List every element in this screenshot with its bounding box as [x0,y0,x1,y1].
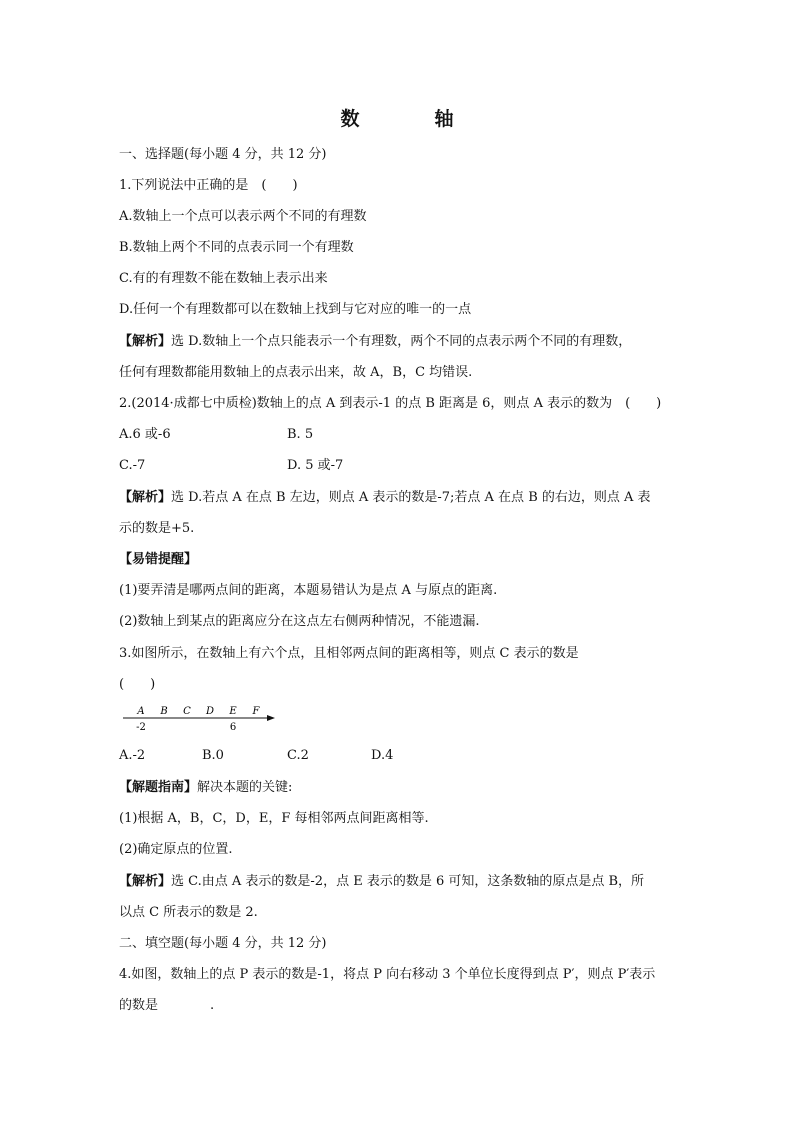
number-line-tick-label-right: 6 [229,722,237,733]
number-line-point-c: C [183,706,191,717]
q3-analysis-line2: 以点 C 所表示的数是 2. [119,905,258,920]
q1-analysis-line1 [119,332,631,352]
number-line-point-d: D [205,706,215,717]
q1-analysis-line2: 任何有理数都能用数轴上的点表示出来，故 A，B，C 均错误. [119,365,473,380]
q2-analysis-line2: 示的数是+5. [119,521,195,536]
q1-option-c: C.有的有理数不能在数轴上表示出来 [119,271,328,286]
analysis-text: 选 D.数轴上一个点只能表示一个有理数，两个不同的点表示两个不同的有理数， [171,334,632,349]
section-heading-choice: 一、选择题(每小题 4 分，共 12 分) [119,147,327,162]
q1-option-d: D.任何一个有理数都可以在数轴上找到与它对应的唯一的一点 [119,302,472,317]
arrow-right-icon [267,715,275,721]
q1-stem: 1.下列说法中正确的是 ( ) [119,178,298,193]
q3-stem-line2: ( ) [119,677,156,692]
guide-text: 解决本题的关键: [197,780,293,795]
q4-stem-line2: 的数是 . [119,998,215,1013]
analysis-tag: 【解析】 [119,490,172,505]
number-line-tick-label-left: -2 [136,722,146,733]
page-title: 数 轴 [340,108,482,130]
analysis-text: 选 D.若点 A 在点 B 左边，则点 A 表示的数是-7;若点 A 在点 B 的右边，则点 A 表 [171,490,651,505]
q3-analysis-line1 [119,872,644,892]
number-line-point-e: E [229,706,237,717]
q2-option-b: B. 5 [287,427,314,442]
q2-options-row1 [119,425,171,445]
q2-stem: 2.(2014·成都七中质检)数轴上的点 A 到表示-1 的点 B 距离是 6，则点 A 表示的数为 ( ) [119,396,662,411]
q2-option-d: D. 5 或-7 [287,458,344,473]
q3-option-d: D.4 [371,748,394,763]
analysis-tag: 【解析】 [119,874,172,889]
q4-stem-line1: 4.如图，数轴上的点 P 表示的数是-1，将点 P 向右移动 3 个单位长度得到点 P′，则点 P′表示 [119,967,656,982]
q3-guide-1: (1)根据 A，B，C，D，E，F 每相邻两点间距离相等. [119,811,429,826]
analysis-tag: 【解析】 [119,334,172,349]
q2-option-a: A.6 或-6 [119,427,171,442]
section-heading-fill: 二、填空题(每小题 4 分，共 12 分) [119,936,327,951]
number-line-figure [119,702,279,736]
q3-guide-2: (2)确定原点的位置. [119,842,233,857]
number-line-point-b: B [160,706,168,717]
analysis-text: 选 C.由点 A 表示的数是-2，点 E 表示的数是 6 可知，这条数轴的原点是点 B，所 [171,874,645,889]
number-line-point-a: A [137,706,145,717]
q1-option-b: B.数轴上两个不同的点表示同一个有理数 [119,240,354,255]
q2-tip-heading: 【易错提醒】 [119,552,198,567]
q3-guide [119,778,292,798]
q2-tip-1: (1)要弄清是哪两点间的距离，本题易错认为是点 A 与原点的距离. [119,583,498,598]
q3-option-a: A.-2 [119,748,146,763]
q2-analysis-line1 [119,488,651,508]
q2-tip-2: (2)数轴上到某点的距离应分在这点左右侧两种情况，不能遗漏. [119,614,480,629]
q3-option-c: C.2 [287,748,309,763]
number-line-svg [119,702,279,736]
q2-option-c: C.-7 [119,458,146,473]
q1-option-a: A.数轴上一个点可以表示两个不同的有理数 [119,209,367,224]
q3-stem-line1: 3.如图所示，在数轴上有六个点，且相邻两点间的距离相等，则点 C 表示的数是 [119,646,579,661]
guide-tag: 【解题指南】 [119,780,198,795]
q3-option-b: B.0 [202,748,224,763]
number-line-point-f: F [252,706,260,717]
